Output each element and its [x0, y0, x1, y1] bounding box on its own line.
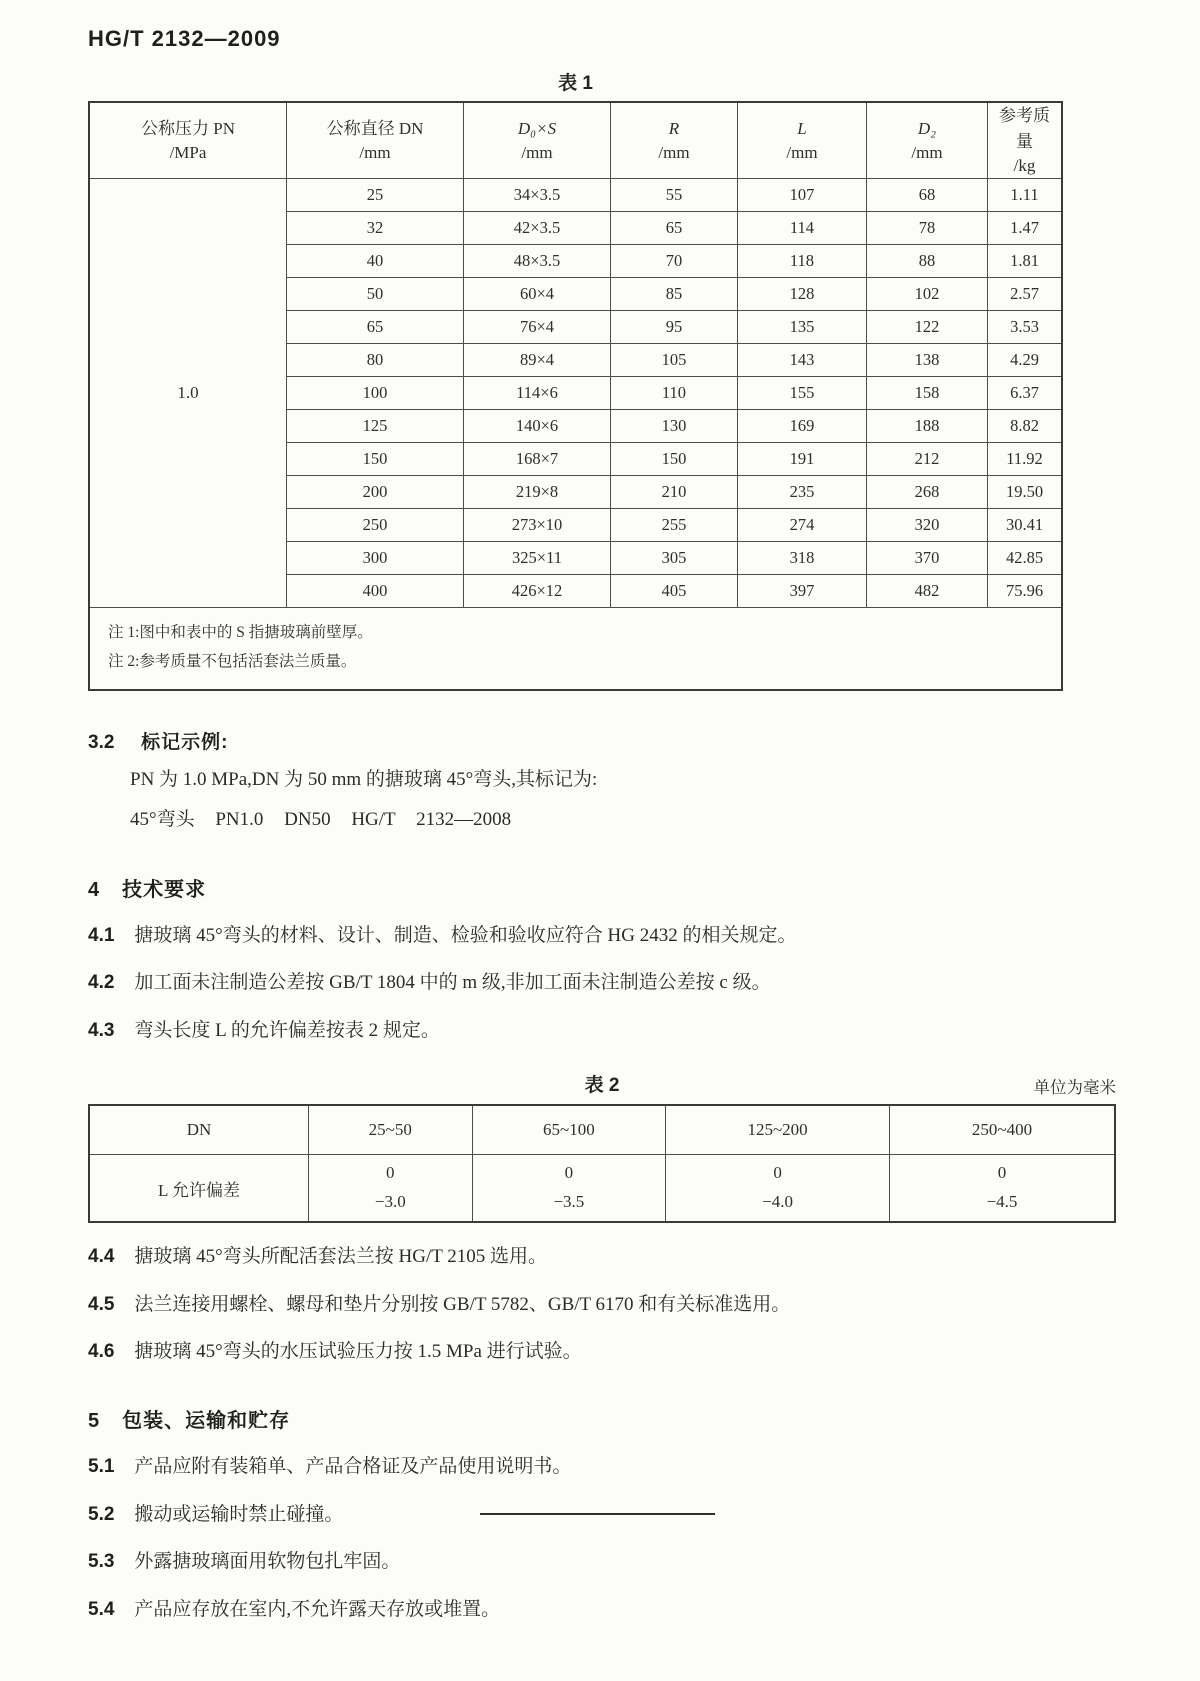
cell-d2: 138 [867, 343, 988, 376]
clause-4-2 [88, 969, 1112, 997]
clause-4-1 [88, 922, 1112, 950]
cell-ds: 273×10 [464, 508, 611, 541]
cell-d2: 102 [867, 277, 988, 310]
t2-tolerance-cell: 0 −3.0 [309, 1155, 473, 1223]
col-header-l: L /mm [738, 102, 867, 178]
cell-mass: 4.29 [988, 343, 1063, 376]
clause-text: 弯头长度 L 的允许偏差按表 2 规定。 [134, 1019, 440, 1041]
cell-ds: 89×4 [464, 343, 611, 376]
cell-r: 110 [611, 376, 738, 409]
cell-ds: 114×6 [464, 376, 611, 409]
cell-ds: 60×4 [464, 277, 611, 310]
clause-text: 加工面未注制造公差按 GB/T 1804 中的 m 级,非加工面未注制造公差按 c 级。 [134, 972, 771, 994]
cell-dn: 80 [287, 343, 464, 376]
cell-r: 150 [611, 442, 738, 475]
t2-col-range1: 25~50 [309, 1105, 473, 1155]
cell-mass: 42.85 [988, 541, 1063, 574]
cell-l: 128 [738, 277, 867, 310]
clause-number: 5.1 [88, 1455, 115, 1477]
section-4-heading [88, 873, 1112, 902]
marking-example-line1: PN 为 1.0 MPa,DN 为 50 mm 的搪玻璃 45°弯头,其标记为: [130, 768, 598, 790]
clause-number: 5.2 [88, 1503, 115, 1525]
cell-dn: 100 [287, 376, 464, 409]
cell-d2: 482 [867, 574, 988, 607]
clause-text: 搪玻璃 45°弯头的水压试验压力按 1.5 MPa 进行试验。 [134, 1341, 582, 1363]
cell-mass: 19.50 [988, 475, 1063, 508]
cell-dn: 150 [287, 442, 464, 475]
t2-tolerance-cell: 0 −3.5 [472, 1155, 666, 1223]
clause-text: 法兰连接用螺栓、螺母和垫片分别按 GB/T 5782、GB/T 6170 和有关标准选用。 [134, 1293, 791, 1315]
t2-col-range4: 250~400 [889, 1105, 1115, 1155]
table-1 [88, 101, 1063, 691]
clause-4-3 [88, 1017, 1112, 1045]
cell-mass: 1.47 [988, 211, 1063, 244]
cell-d2: 68 [867, 178, 988, 211]
cell-r: 255 [611, 508, 738, 541]
cell-mass: 1.11 [988, 178, 1063, 211]
cell-l: 155 [738, 376, 867, 409]
cell-d2: 320 [867, 508, 988, 541]
t2-col-range2: 65~100 [472, 1105, 666, 1155]
cell-mass: 75.96 [988, 574, 1063, 607]
cell-l: 318 [738, 541, 867, 574]
cell-dn: 250 [287, 508, 464, 541]
cell-mass: 11.92 [988, 442, 1063, 475]
cell-dn: 400 [287, 574, 464, 607]
cell-r: 405 [611, 574, 738, 607]
cell-l: 107 [738, 178, 867, 211]
cell-r: 130 [611, 409, 738, 442]
cell-ds: 140×6 [464, 409, 611, 442]
cell-l: 143 [738, 343, 867, 376]
cell-dn: 125 [287, 409, 464, 442]
marking-example-line2: 45°弯头 PN1.0 DN50 HG/T 2132—2008 [130, 809, 512, 831]
col-header-d0xs: D₀×S /mm [464, 102, 611, 178]
clause-text: 搪玻璃 45°弯头所配活套法兰按 HG/T 2105 选用。 [134, 1246, 548, 1268]
cell-d2: 212 [867, 442, 988, 475]
table1-note-1: 注 1:图中和表中的 S 指搪玻璃前壁厚。 [108, 623, 373, 641]
clause-number: 4.2 [88, 972, 115, 994]
clause-4-4 [88, 1243, 1112, 1271]
cell-mass: 2.57 [988, 277, 1063, 310]
cell-r: 85 [611, 277, 738, 310]
section-3-2-heading [88, 727, 1112, 754]
table2-unit-note: 单位为毫米 [1033, 1078, 1116, 1098]
t2-col-dn: DN [89, 1105, 309, 1155]
clause-text: 搬动或运输时禁止碰撞。 [134, 1503, 344, 1525]
cell-dn: 25 [287, 178, 464, 211]
cell-r: 55 [611, 178, 738, 211]
cell-mass: 1.81 [988, 244, 1063, 277]
cell-r: 210 [611, 475, 738, 508]
clause-text: 产品应存放在室内,不允许露天存放或堆置。 [134, 1598, 501, 1620]
col-header-dn: 公称直径 DN /mm [287, 102, 464, 178]
cell-dn: 50 [287, 277, 464, 310]
cell-mass: 30.41 [988, 508, 1063, 541]
t2-row-label: L 允许偏差 [89, 1155, 309, 1223]
cell-dn: 300 [287, 541, 464, 574]
table2-caption: 表 2 [584, 1075, 620, 1097]
cell-dn: 200 [287, 475, 464, 508]
cell-l: 169 [738, 409, 867, 442]
cell-d2: 158 [867, 376, 988, 409]
cell-r: 95 [611, 310, 738, 343]
cell-l: 235 [738, 475, 867, 508]
cell-d2: 370 [867, 541, 988, 574]
clause-number: 4.3 [88, 1019, 115, 1041]
table1-notes [89, 607, 1062, 689]
cell-r: 305 [611, 541, 738, 574]
cell-dn: 32 [287, 211, 464, 244]
cell-r: 105 [611, 343, 738, 376]
cell-mass: 6.37 [988, 376, 1063, 409]
section-number: 4 [88, 878, 101, 901]
cell-dn: 40 [287, 244, 464, 277]
table-2 [88, 1104, 1116, 1223]
clause-text: 外露搪玻璃面用软物包扎牢固。 [134, 1551, 401, 1573]
t2-tolerance-cell: 0 −4.0 [666, 1155, 890, 1223]
clause-5-1 [88, 1453, 1112, 1481]
col-header-pn: 公称压力 PN /MPa [89, 102, 287, 178]
clause-number: 4.1 [88, 924, 115, 946]
cell-d2: 122 [867, 310, 988, 343]
cell-ds: 426×12 [464, 574, 611, 607]
clause-number: 5.3 [88, 1551, 115, 1573]
clause-number: 4.5 [88, 1293, 115, 1315]
t2-col-range3: 125~200 [666, 1105, 890, 1155]
cell-l: 118 [738, 244, 867, 277]
table1-caption: 表 1 [558, 73, 593, 94]
section-title: 包装、运输和贮存 [122, 1409, 291, 1432]
cell-r: 65 [611, 211, 738, 244]
cell-mass: 3.53 [988, 310, 1063, 343]
clause-number: 4.6 [88, 1341, 115, 1363]
footer-divider [480, 1513, 715, 1515]
section-number: 3.2 [88, 731, 115, 753]
clause-number: 4.4 [88, 1246, 115, 1268]
cell-r: 70 [611, 244, 738, 277]
cell-l: 114 [738, 211, 867, 244]
section-number: 5 [88, 1409, 101, 1432]
cell-l: 274 [738, 508, 867, 541]
col-header-r: R /mm [611, 102, 738, 178]
col-header-d2: D₂ /mm [867, 102, 988, 178]
cell-mass: 8.82 [988, 409, 1063, 442]
table2-tolerance-row [89, 1155, 1115, 1223]
pn-value-cell: 1.0 [89, 178, 287, 607]
cell-ds: 34×3.5 [464, 178, 611, 211]
clause-4-6 [88, 1338, 1112, 1366]
table1-header [89, 102, 1062, 178]
cell-d2: 268 [867, 475, 988, 508]
clause-number: 5.4 [88, 1598, 115, 1620]
cell-l: 191 [738, 442, 867, 475]
cell-ds: 76×4 [464, 310, 611, 343]
clause-text: 搪玻璃 45°弯头的材料、设计、制造、检验和验收应符合 HG 2432 的相关规定。 [134, 924, 797, 946]
cell-d2: 78 [867, 211, 988, 244]
t2-tolerance-cell: 0 −4.5 [889, 1155, 1115, 1223]
table1-body [89, 178, 1062, 689]
table-row [89, 178, 1062, 211]
cell-ds: 168×7 [464, 442, 611, 475]
cell-l: 135 [738, 310, 867, 343]
table2-caption-row [88, 1070, 1116, 1098]
cell-ds: 42×3.5 [464, 211, 611, 244]
table1-note-2: 注 2:参考质量不包括活套法兰质量。 [108, 653, 357, 671]
clause-text: 产品应附有装箱单、产品合格证及产品使用说明书。 [134, 1455, 572, 1477]
cell-l: 397 [738, 574, 867, 607]
section-title: 标记示例: [141, 731, 229, 753]
cell-ds: 48×3.5 [464, 244, 611, 277]
section-5-heading [88, 1404, 1112, 1433]
cell-dn: 65 [287, 310, 464, 343]
cell-d2: 88 [867, 244, 988, 277]
cell-d2: 188 [867, 409, 988, 442]
standard-number: HG/T 2132—2009 [88, 26, 281, 51]
clause-4-5 [88, 1291, 1112, 1319]
clause-5-4 [88, 1596, 1112, 1624]
cell-ds: 325×11 [464, 541, 611, 574]
clause-5-3 [88, 1548, 1112, 1576]
cell-ds: 219×8 [464, 475, 611, 508]
table2-header-row [89, 1105, 1115, 1155]
section-title: 技术要求 [122, 878, 207, 901]
col-header-mass: 参考质量 /kg [988, 102, 1063, 178]
